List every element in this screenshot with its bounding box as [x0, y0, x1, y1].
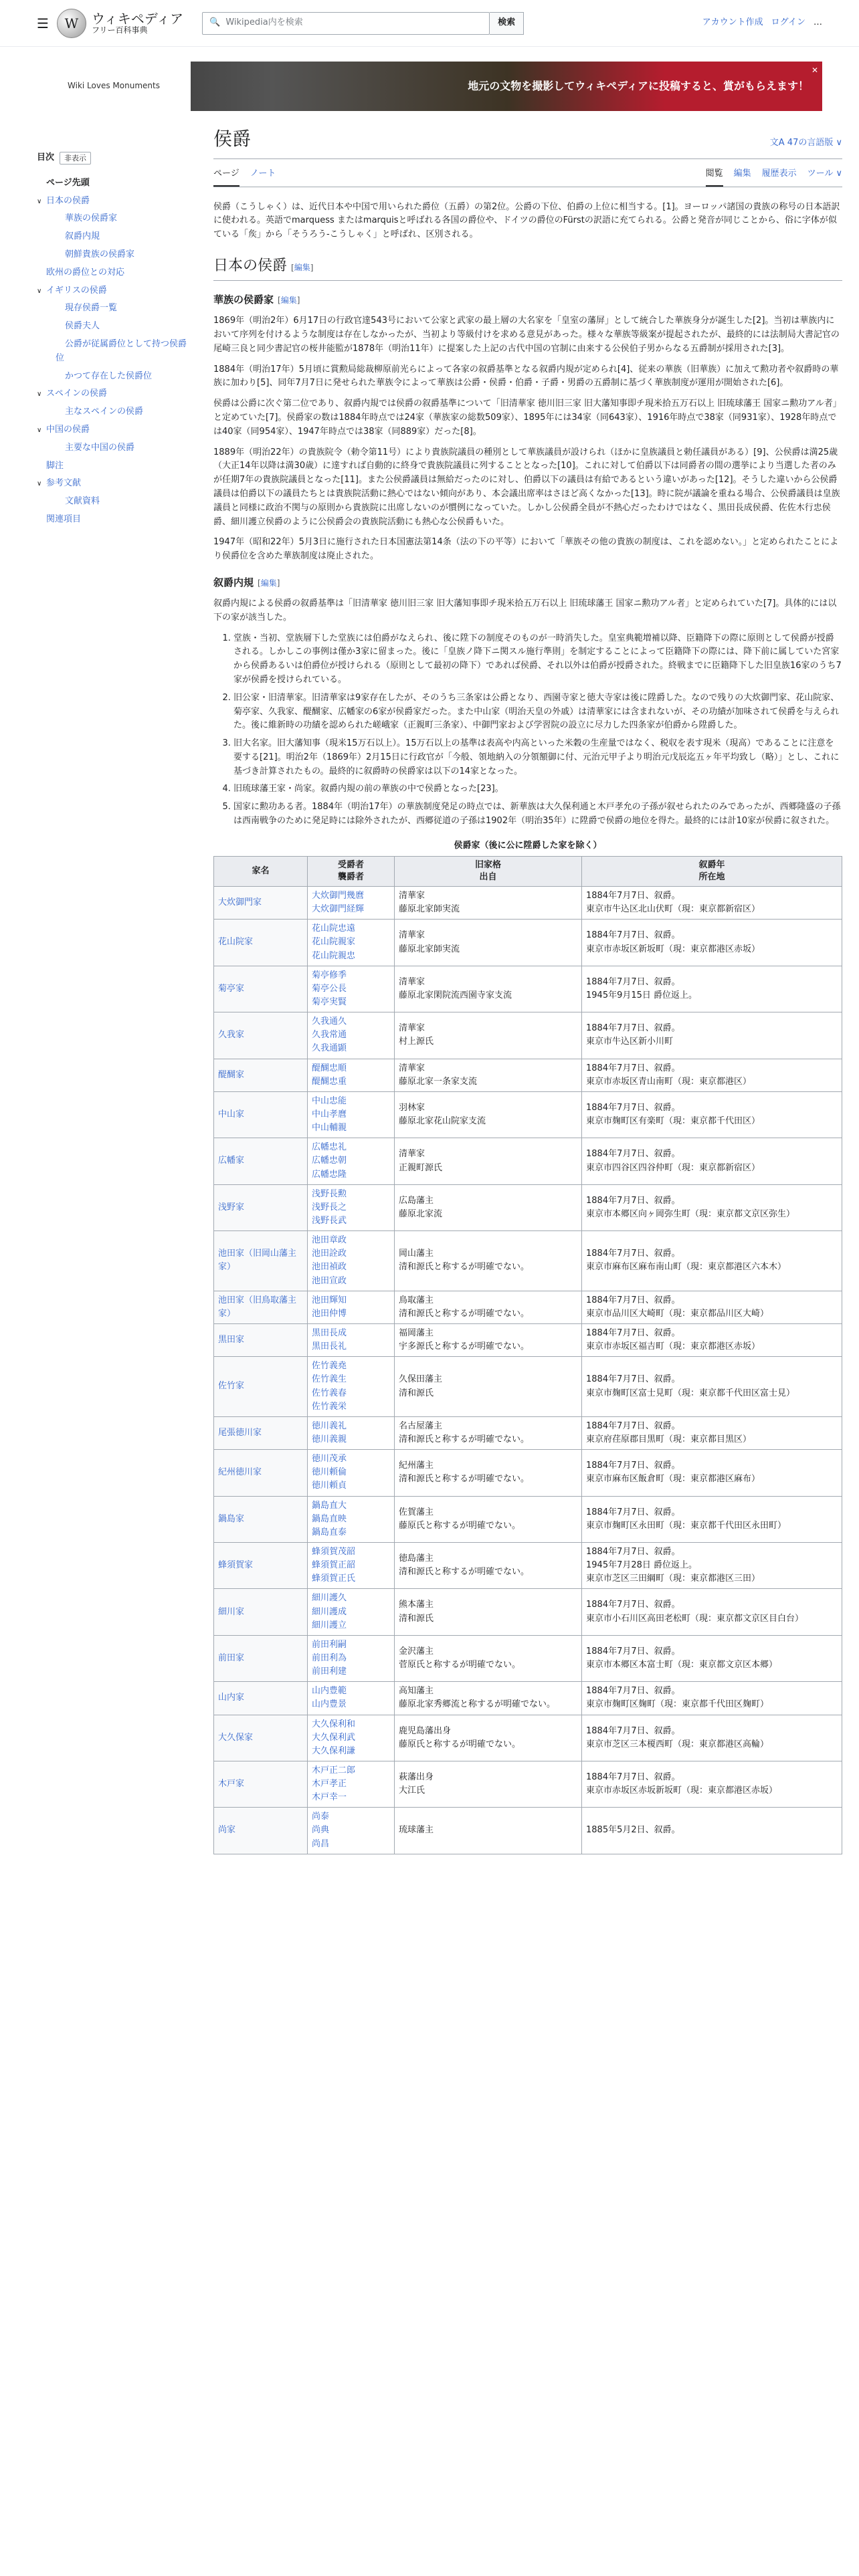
origin-text: 菅原氏と称するが明確でない。 [399, 1660, 521, 1670]
origin-text: 清和源氏と称するが明確でない。 [399, 1567, 530, 1578]
origin-text: 藤原北家流 [399, 1208, 443, 1219]
person-link[interactable]: 徳川茂承 [312, 1454, 347, 1465]
origin-text: 鳥取藩主 [399, 1295, 434, 1305]
person-link[interactable]: 池田宣政 [312, 1275, 347, 1286]
person-link[interactable]: 鍋島直泰 [312, 1527, 347, 1537]
toc-item[interactable]: 侯爵夫人 [65, 321, 100, 332]
create-account-link[interactable]: アカウント作成 [702, 17, 763, 28]
toc-item[interactable]: ∨ 中国の侯爵 [37, 424, 90, 435]
info-text: 東京市牛込区北山伏町（現：東京都新宿区） [586, 904, 761, 915]
person-link[interactable]: 前田利為 [312, 1652, 347, 1663]
table-row [214, 1091, 842, 1138]
person-link[interactable]: 黒田長礼 [312, 1341, 347, 1352]
person-link[interactable]: 大炊御門経輝 [312, 904, 365, 915]
page-tabs [213, 165, 842, 187]
info-text: 東京市赤坂区新坂町（現：東京都港区赤坂） [586, 944, 761, 954]
toc-item[interactable]: 脚注 [46, 460, 64, 471]
person-link[interactable]: 池田章政 [312, 1235, 347, 1246]
person-link[interactable]: 細川護久 [312, 1593, 347, 1604]
toc-item[interactable]: 欧州の爵位との対応 [46, 267, 125, 278]
edit-link[interactable]: 編集 [294, 262, 310, 272]
toc-item[interactable]: 関連項目 [46, 514, 82, 524]
origin-text: 藤原北家花山院家支流 [399, 1116, 486, 1127]
origin-text: 佐賀藩主 [399, 1507, 434, 1517]
person-link[interactable]: 山内豊景 [312, 1699, 347, 1710]
family-link[interactable]: 池田家（旧岡山藩主家） [218, 1249, 297, 1273]
banner-text: 地元の文物を撮影してウィキペディアに投稿すると、賞がもらえます！ [468, 79, 809, 92]
family-link[interactable]: 木戸家 [218, 1779, 245, 1790]
info-text: 東京市牛込区新小川町 [586, 1037, 674, 1047]
person-link[interactable]: 細川護成 [312, 1606, 347, 1617]
column-header[interactable]: 家名 [214, 856, 308, 886]
family-link[interactable]: 浅野家 [218, 1202, 245, 1212]
site-subtitle: フリー百科事典 [91, 25, 148, 35]
info-text: 東京府荏原郡目黒町（現：東京都目黒区） [586, 1434, 752, 1444]
site-title: ウィキペディア [91, 10, 184, 27]
person-link[interactable]: 池田禎政 [312, 1262, 347, 1273]
table-row [214, 1138, 842, 1184]
more-options-icon[interactable]: … [814, 17, 822, 28]
origin-text: 藤原北家一条家支流 [399, 1076, 478, 1087]
site-logo[interactable] [57, 9, 183, 38]
column-header[interactable]: 旧家格 出自 [395, 856, 582, 886]
paragraph: 叙爵内規による侯爵の叙爵基準は「旧清華家 徳川旧三家 旧大藩知事即チ現米拾五万石以上 旧琉球藩王 国家ニ勲功アル者」と定められていた[7]。具体的には以下の家が該当した。 [213, 598, 837, 623]
person-link[interactable]: 大炊御門幾麿 [312, 891, 365, 901]
table-row [214, 1291, 842, 1323]
person-link[interactable]: 佐竹義春 [312, 1388, 347, 1398]
marquess-families-table [213, 837, 842, 1854]
toc-item[interactable]: 公爵が従属爵位として持つ侯爵位 [56, 338, 187, 363]
table-row [214, 1012, 842, 1059]
origin-text: 清華家 [399, 1149, 425, 1160]
person-link[interactable]: 黒田長成 [312, 1327, 347, 1338]
info-text: 1884年7月7日、叙爵。 [586, 1023, 680, 1034]
family-link[interactable]: 山内家 [218, 1693, 245, 1703]
info-text: 1884年7月7日、叙爵。 [586, 1507, 680, 1517]
table-row [214, 1589, 842, 1635]
origin-text: 清和源氏 [399, 1613, 434, 1624]
list-item: 1. 堂族・当初、堂族層下した堂族には伯爵がなえられ、後に陞下の制度そのものが一時消失した。皇室典範増補以降、臣籍降下の際に原則として侯爵が授爵される。しかしこの事例は僅か3家に留まった。後に「皇族ノ降下ニ関スル施行準則」を制定することによって臣籍降下の際には、降下前に属していた宮家から侯爵あるいは伯爵位が授けられる（原則として最初の降下）であれば侯爵、それ以外は伯爵が授爵された。終戦までに臣籍降下した旧皇族16家のうち7家が侯爵を授けられている。 [233, 632, 842, 687]
origin-text: 清和源氏 [399, 1388, 434, 1398]
table-row [214, 1496, 842, 1542]
person-link[interactable]: 鍋島直映 [312, 1513, 347, 1524]
info-text: 1945年7月28日 爵位返上。 [586, 1560, 698, 1571]
wikipedia-globe-icon: W [57, 9, 86, 38]
family-link[interactable]: 黒田家 [218, 1335, 245, 1346]
toc-item[interactable]: 文献資料 [65, 496, 100, 507]
origin-text: 藤原北家師実流 [399, 944, 460, 954]
person-link[interactable]: 大久保利和 [312, 1719, 356, 1729]
origin-text: 村上源氏 [399, 1037, 434, 1047]
toc-item[interactable]: かつて存在した侯爵位 [65, 370, 153, 381]
edit-link[interactable]: 編集 [280, 296, 297, 306]
info-text: 1884年7月7日、叙爵。 [586, 1195, 680, 1206]
info-text: 1884年7月7日、叙爵。 [586, 1102, 680, 1113]
family-link[interactable]: 醍醐家 [218, 1069, 245, 1080]
person-link[interactable]: 徳川頼貞 [312, 1481, 347, 1491]
person-link[interactable]: 尚典 [312, 1825, 330, 1836]
person-link[interactable]: 中山忠能 [312, 1095, 347, 1106]
table-of-contents [37, 124, 191, 1854]
table-row [214, 1323, 842, 1356]
section-heading-kazoku: 華族の侯爵家 [編集] [213, 294, 300, 306]
info-text: 1884年7月7日、叙爵。 [586, 976, 680, 987]
person-link[interactable]: 浅野長勲 [312, 1188, 347, 1199]
info-text: 1884年7月7日、叙爵。 [586, 930, 680, 941]
info-text: 1884年7月7日、叙爵。 [586, 1461, 680, 1471]
family-link[interactable]: 佐竹家 [218, 1381, 245, 1392]
person-link[interactable]: 佐竹義栄 [312, 1401, 347, 1412]
info-text: 1884年7月7日、叙爵。 [586, 1725, 680, 1736]
person-link[interactable]: 蜂須賀正韶 [312, 1560, 356, 1571]
family-link[interactable]: 大久保家 [218, 1732, 254, 1743]
edit-link[interactable]: 編集 [260, 578, 277, 588]
language-selector[interactable]: 文A 47の言語版 ∨ [769, 138, 842, 148]
toc-item[interactable]: ∨ イギリスの侯爵 [37, 285, 107, 296]
family-link[interactable]: 尾張徳川家 [218, 1427, 262, 1438]
table-row [214, 1682, 842, 1715]
login-link[interactable]: ログイン [771, 17, 805, 28]
toc-item[interactable]: 現存侯爵一覧 [65, 303, 118, 314]
origin-text: 清和源氏と称するが明確でない。 [399, 1474, 530, 1485]
info-text: 東京市麹町区麹町（現：東京都千代田区麹町） [586, 1699, 769, 1710]
origin-text: 琉球藩主 [399, 1825, 434, 1836]
family-link[interactable]: 花山院家 [218, 937, 254, 948]
info-text: 1884年7月7日、叙爵。 [586, 1546, 680, 1557]
column-header[interactable]: 受爵者 襲爵者 [308, 856, 395, 886]
origin-text: 大江氏 [399, 1786, 425, 1796]
person-link[interactable]: 中山孝麿 [312, 1109, 347, 1120]
origin-text: 高知藩主 [399, 1686, 434, 1697]
toc-item[interactable]: ∨ 参考文献 [37, 478, 82, 489]
person-link[interactable]: 徳川頼倫 [312, 1467, 347, 1478]
person-link[interactable]: 菊亭公長 [312, 983, 347, 994]
table-row [214, 1761, 842, 1807]
table-row [214, 1059, 842, 1091]
info-text: 1884年7月7日、叙爵。 [586, 1295, 680, 1305]
toc-item[interactable]: 主要な中国の侯爵 [65, 442, 135, 453]
list-item: 2. 旧公家・旧清華家。旧清華家は9家存在したが、そのうち三条家は公爵となり、西園寺家と徳大寺家は後に陞爵した。なので残りの大炊御門家、花山院家、菊亭家、久我家、醍醐家、広幡家の6家が侯爵家だった。また中山家（明治天皇の外戚）は清華家には含まれないが、その功績が加味されて侯爵を与えられた。後に維新時の功績を認められた嵯峨家（正親町三条家）、中御門家および学習院の設立に尽力した四条家が伯爵から陞爵した。 [233, 691, 842, 733]
origin-text: 熊本藩主 [399, 1600, 434, 1610]
table-row [214, 1184, 842, 1230]
table-row [214, 1808, 842, 1854]
info-text: 東京市本郷区本富士町（現：東京都文京区本郷） [586, 1660, 778, 1670]
person-link[interactable]: 木戸幸一 [312, 1792, 347, 1803]
toc-item[interactable]: ∨ スペインの侯爵 [37, 389, 108, 399]
info-text: 1884年7月7日、叙爵。 [586, 1600, 680, 1610]
person-link[interactable]: 池田仲博 [312, 1308, 347, 1319]
person-link[interactable]: 菊亭修季 [312, 970, 347, 980]
person-link[interactable]: 広幡忠隆 [312, 1169, 347, 1180]
menu-icon[interactable]: ☰ [37, 15, 49, 31]
toc-item[interactable]: 叙爵内規 [65, 231, 100, 242]
person-link[interactable]: 久我常通 [312, 1030, 347, 1041]
table-row [214, 1450, 842, 1496]
info-text: 1884年7月7日、叙爵。 [586, 1420, 680, 1431]
person-link[interactable]: 徳川義礼 [312, 1420, 347, 1431]
info-text: 1884年7月7日、叙爵。 [586, 891, 680, 901]
list-item: 3. 旧大名家。旧大藩知事（現米15万石以上）。15万石以上の基準は表高や内高といった米穀の生産量ではなく、税収を表す現米（現高）であることに注意を要する[21]。明治2年（1869年）2月15日に行政官が「今般、領地納入の分領額御に付、元治元甲子より明治元戊辰迄五ヶ年平均致し（略）」とし、これに基づき計算されたもの。最終的に叙爵時の侯爵家は以下の14家となった。 [233, 737, 842, 778]
person-link[interactable]: 広幡忠朝 [312, 1156, 347, 1166]
info-text: 東京市麹町区永田町（現：東京都千代田区永田町） [586, 1520, 787, 1531]
info-text: 1884年7月7日、叙爵。 [586, 1327, 680, 1338]
person-link[interactable]: 花山院忠遠 [312, 924, 356, 934]
info-text: 東京市小石川区高田老松町（現：東京都文京区目白台） [586, 1613, 804, 1624]
info-text: 東京市赤坂区青山南町（現：東京都港区） [586, 1076, 752, 1087]
chevron-down-icon[interactable]: ∨ [37, 197, 42, 205]
table-row [214, 887, 842, 920]
chevron-down-icon[interactable]: ∨ [37, 287, 42, 295]
tab-talk[interactable]: ノート [250, 168, 276, 179]
origin-text: 福岡藩主 [399, 1327, 434, 1338]
tab-read[interactable]: 閲覧 [706, 165, 723, 187]
section-heading-naiki: 叙爵内規 [編集] [213, 576, 280, 588]
info-text: 東京市赤坂区福吉町（現：東京都港区赤坂） [586, 1341, 761, 1352]
toc-title: 目次 [37, 152, 55, 163]
info-text: 東京市品川区大崎町（現：東京都品川区大崎） [586, 1308, 769, 1319]
person-link[interactable]: 前田利建 [312, 1667, 347, 1677]
person-link[interactable]: 花山院親家 [312, 937, 356, 948]
banner-logo: Wiki Loves Monuments [37, 62, 191, 111]
origin-text: 清華家 [399, 891, 425, 901]
origin-text: 藤原氏と称するが明確でない。 [399, 1739, 521, 1749]
origin-text: 広島藩主 [399, 1195, 434, 1206]
person-link[interactable]: 池田詮政 [312, 1249, 347, 1259]
info-text: 1885年5月2日、叙爵。 [586, 1825, 680, 1836]
origin-text: 清和源氏と称するが明確でない。 [399, 1308, 530, 1319]
list-item: 5. 国家に勲功ある者。1884年（明治17年）の華族制度発足の時点では、新華族は大久保利通と木戸孝允の子孫が叙せられたのみであったが、西郷隆盛の子孫は西南戦争のために発足時には除外されたが、西郷従道の子孫は1902年（明治35年）に陞爵で侯爵の地位を得た。最終的には計10家が侯爵に叙された。 [233, 800, 842, 829]
person-link[interactable]: 浅野長之 [312, 1202, 347, 1212]
origin-text: 徳島藩主 [399, 1553, 434, 1564]
main-content [213, 124, 842, 1854]
person-link[interactable]: 佐竹義生 [312, 1374, 347, 1385]
toc-item[interactable]: 華族の侯爵家 [65, 213, 118, 224]
table-row [214, 1416, 842, 1449]
search-form [202, 12, 524, 35]
search-input[interactable]: 🔍 Wikipedia内を検索 [202, 12, 490, 35]
table-row [214, 920, 842, 966]
info-text: 1884年7月7日、叙爵。 [586, 1149, 680, 1160]
close-icon[interactable]: ✕ [811, 66, 818, 75]
info-text: 1945年9月15日 爵位返上。 [586, 990, 698, 1000]
intro-paragraph: 侯爵（こうしゃく）は、近代日本や中国で用いられた爵位（五爵）の第2位。公爵の下位、伯爵の上位に相当する。[1]。ヨーロッパ諸国の貴族の称号の日本語訳に使われる。英語でmarquess またはmarquisと呼ばれる各国の爵位や、ドイツの爵位のFürstの訳語に充てられる。公爵と発音が同じことから、俗に字体が似ている「矦」から「そうろう-こうしゃく」と呼ばれ、区別される。 [213, 201, 840, 240]
person-link[interactable]: 菊亭実賢 [312, 997, 347, 1008]
origin-text: 岡山藩主 [399, 1249, 434, 1259]
toc-item[interactable]: ∨ 日本の侯爵 [37, 195, 90, 206]
origin-text: 紀州藩主 [399, 1461, 434, 1471]
tab-tools[interactable]: ツール ∨ [807, 168, 842, 179]
family-link[interactable]: 広幡家 [218, 1156, 245, 1166]
paragraph: 1889年（明治22年）の貴族院令（勅令第11号）により貴族院議員の種別として華族議員が設けられ（ほかに皇族議員と勅任議員がある）[9]、公侯爵は満25歳（大正14年以降は満30歳）に達すれば自動的に終身で貴族院議員に列することとなった[10]。これに対して伯爵以下は同爵者の間の選挙により当選した者のみが任期7年の貴族院議員となった[11]。また公侯爵議員は無給だったのに対し、伯爵以下の議員は有給であるという違いがあった[12]。そうした違いから公侯爵議員は伯爵以下の議員たちとは貴族院活動に熱心ではない傾向があり、本会議出席率はさほど高くなかった[13]。時に院が議論を重ねる場合、公侯爵議員は皇族議員と同様に政治不関与の原則から貴族院に出席しないのが慣例になっていた。しかし公侯爵全員が不熱心だったわけではなく、黒田長成侯爵、佐佐木行忠侯爵、細川護立侯爵のように公侯爵会の貴族院活動にも熱心な公侯爵もいた。 [213, 447, 840, 527]
family-link[interactable]: 尚家 [218, 1825, 236, 1836]
search-button[interactable]: 検索 [490, 12, 524, 35]
person-link[interactable]: 醍醐忠順 [312, 1063, 347, 1073]
family-link[interactable]: 中山家 [218, 1109, 245, 1120]
origin-text: 羽林家 [399, 1102, 425, 1113]
family-link[interactable]: 池田家（旧鳥取藩主家） [218, 1295, 297, 1319]
person-link[interactable]: 前田利嗣 [312, 1639, 347, 1650]
origin-text: 藤原北家師実流 [399, 904, 460, 915]
person-link[interactable]: 徳川義親 [312, 1434, 347, 1444]
origin-text: 久保田藩主 [399, 1374, 443, 1385]
person-link[interactable]: 蜂須賀茂韶 [312, 1546, 356, 1557]
info-text: 東京市麹町区富士見町（現：東京都千代田区富士見） [586, 1388, 795, 1398]
family-link[interactable]: 大炊御門家 [218, 897, 262, 908]
family-link[interactable]: 久我家 [218, 1030, 245, 1041]
table-row [214, 1715, 842, 1761]
person-link[interactable]: 大久保利武 [312, 1732, 356, 1743]
tab-page[interactable]: ページ [213, 165, 240, 187]
list-item: 4. 旧琉球藩王家・尚家。叙爵内規の前の華族の中で侯爵となった[23]。 [233, 782, 842, 796]
info-text: 1884年7月7日、叙爵。 [586, 1646, 680, 1656]
origin-text: 清華家 [399, 1023, 425, 1034]
person-link[interactable]: 久我通久 [312, 1016, 347, 1027]
origin-text: 清和源氏と称するが明確でない。 [399, 1262, 530, 1273]
campaign-banner[interactable] [37, 62, 822, 111]
family-link[interactable]: 前田家 [218, 1652, 245, 1663]
person-link[interactable]: 広幡忠礼 [312, 1142, 347, 1153]
origin-text: 正親町源氏 [399, 1162, 443, 1173]
info-text: 東京市芝区三田綱町（現：東京都港区三田） [586, 1574, 761, 1584]
person-link[interactable]: 尚昌 [312, 1838, 330, 1849]
origin-text: 清華家 [399, 976, 425, 987]
criteria-list [233, 632, 842, 829]
paragraph: 侯爵は公爵に次ぐ第二位であり、叙爵内規では侯爵の叙爵基準について「旧清華家 徳川旧三家 旧大藩知事即チ現米拾五万石以上 旧琉球藩王 国家ニ勲功アル者」と定めていた[7]。侯爵家の数は1884年時点では24家（華族家の総数509家）、1895年には34家（同643家）、1916年時点で38家（同931家）、1928年時点では40家（同954家）、1947年時点では38家（同889家）だった[8]。 [213, 399, 842, 437]
search-icon: 🔍 [209, 17, 221, 28]
info-text: 1884年7月7日、叙爵。 [586, 1686, 680, 1697]
person-link[interactable]: 花山院親忠 [312, 950, 356, 961]
origin-text: 萩藩出身 [399, 1772, 434, 1782]
paragraph: 1884年（明治17年）5月頃に賞勲局総裁柳原前光らによって各家の叙爵基準となる叙爵内規が定められ[4]、従来の華族（旧華族）に加えて勲功者や叙爵時の華族に加わり[5]、同年7月7日に発せられた華族令によって華族は公爵・侯爵・伯爵・子爵・男爵の五爵制に基づく華族制度が運用が開始された[6]。 [213, 364, 839, 389]
table-row [214, 1542, 842, 1588]
info-text: 東京市麻布区麻布南山町（現：東京都港区六本木） [586, 1262, 787, 1273]
person-link[interactable]: 木戸正二郎 [312, 1765, 356, 1776]
origin-text: 藤原北家秀郷流と称するが明確でない。 [399, 1699, 556, 1710]
table-row [214, 966, 842, 1012]
origin-text: 金沢藩主 [399, 1646, 434, 1656]
info-text: 1884年7月7日、叙爵。 [586, 1772, 680, 1782]
info-text: 東京市本郷区向ヶ岡弥生町（現：東京都文京区弥生） [586, 1208, 795, 1219]
person-link[interactable]: 池田輝知 [312, 1295, 347, 1305]
family-link[interactable]: 鍋島家 [218, 1513, 245, 1524]
toc-item[interactable]: ページ先頭 [46, 177, 90, 188]
section-heading-japan: 日本の侯爵 [編集] [213, 254, 842, 281]
chevron-down-icon[interactable]: ∨ [37, 426, 42, 434]
tab-edit[interactable]: 編集 [733, 168, 751, 179]
header [0, 0, 859, 47]
info-text: 1884年7月7日、叙爵。 [586, 1374, 680, 1385]
column-header[interactable]: 叙爵年 所在地 [582, 856, 842, 886]
person-link[interactable]: 久我通顕 [312, 1043, 347, 1054]
person-link[interactable]: 尚泰 [312, 1812, 330, 1822]
origin-text: 名古屋藩主 [399, 1420, 443, 1431]
origin-text: 鹿児島藩出身 [399, 1725, 452, 1736]
origin-text: 藤原氏と称するが明確でない。 [399, 1520, 521, 1531]
info-text: 1884年7月7日、叙爵。 [586, 1249, 680, 1259]
family-link[interactable]: 菊亭家 [218, 983, 245, 994]
person-link[interactable]: 中山輔親 [312, 1123, 347, 1134]
toc-item[interactable]: 朝鮮貴族の侯爵家 [65, 249, 135, 259]
toc-hide-button[interactable]: 非表示 [60, 152, 91, 165]
person-link[interactable]: 細川護立 [312, 1620, 347, 1630]
origin-text: 清華家 [399, 1063, 425, 1073]
person-link[interactable]: 鍋島直大 [312, 1500, 347, 1511]
person-link[interactable]: 蜂須賀正氏 [312, 1574, 356, 1584]
tab-history[interactable]: 履歴表示 [761, 168, 797, 179]
table-row [214, 1231, 842, 1291]
page-title: 侯爵 [213, 128, 252, 150]
paragraph: 1869年（明治2年）6月17日の行政官達543号において公家と武家の最上層の大名家を「皇室の藩屏」として統合した華族身分が誕生した[2]。当初は華族内において序列を付けるような制度は存在しなかったが、当初より等級付けを求める意見があった。様々な華族等級案が提起されたが、最終的には法制局大書記官の尾崎三良と同少書記官の桜井能監が1878年（明治11年）に提案した上記の古代中国の官制に由来する公侯伯子男からなる五爵制が採用された[3]。 [213, 316, 840, 354]
origin-text: 清華家 [399, 930, 425, 941]
person-link[interactable]: 佐竹義堯 [312, 1361, 347, 1372]
origin-text: 藤原北家閑院流西園寺家支流 [399, 990, 512, 1000]
table-row [214, 1357, 842, 1417]
info-text: 東京市麻布区飯倉町（現：東京都港区麻布） [586, 1474, 761, 1485]
info-text: 東京市赤坂区赤坂新坂町（現：東京都港区赤坂） [586, 1786, 778, 1796]
info-text: 東京市芝区三本榎西町（現：東京都港区高輪） [586, 1739, 769, 1749]
person-link[interactable]: 山内豊範 [312, 1686, 347, 1697]
info-text: 東京市麹町区有楽町（現：東京都千代田区） [586, 1116, 761, 1127]
info-text: 東京市四谷区四谷仲町（現：東京都新宿区） [586, 1162, 761, 1173]
table-caption: 侯爵家（後に公に陞爵した家を除く） [454, 840, 602, 851]
person-link[interactable]: 浅野長武 [312, 1216, 347, 1226]
family-link[interactable]: 紀州徳川家 [218, 1467, 262, 1478]
toc-item[interactable]: 主なスペインの侯爵 [65, 407, 144, 417]
chevron-down-icon[interactable]: ∨ [37, 391, 42, 399]
paragraph: 1947年（昭和22年）5月3日に施行された日本国憲法第14条（法の下の平等）において「華族その他の貴族の制度は、これを認めない。」と定められたことにより侯爵位を含めた華族制度は廃止された。 [213, 537, 839, 562]
person-link[interactable]: 醍醐忠重 [312, 1076, 347, 1087]
origin-text: 宇多源氏と称するが明確でない。 [399, 1341, 530, 1352]
origin-text: 清和源氏と称するが明確でない。 [399, 1434, 530, 1444]
chevron-down-icon[interactable]: ∨ [37, 480, 42, 488]
family-link[interactable]: 蜂須賀家 [218, 1560, 254, 1571]
person-link[interactable]: 大久保利謙 [312, 1745, 356, 1756]
family-link[interactable]: 細川家 [218, 1606, 245, 1617]
info-text: 1884年7月7日、叙爵。 [586, 1063, 680, 1073]
person-link[interactable]: 木戸孝正 [312, 1779, 347, 1790]
table-row [214, 1635, 842, 1681]
